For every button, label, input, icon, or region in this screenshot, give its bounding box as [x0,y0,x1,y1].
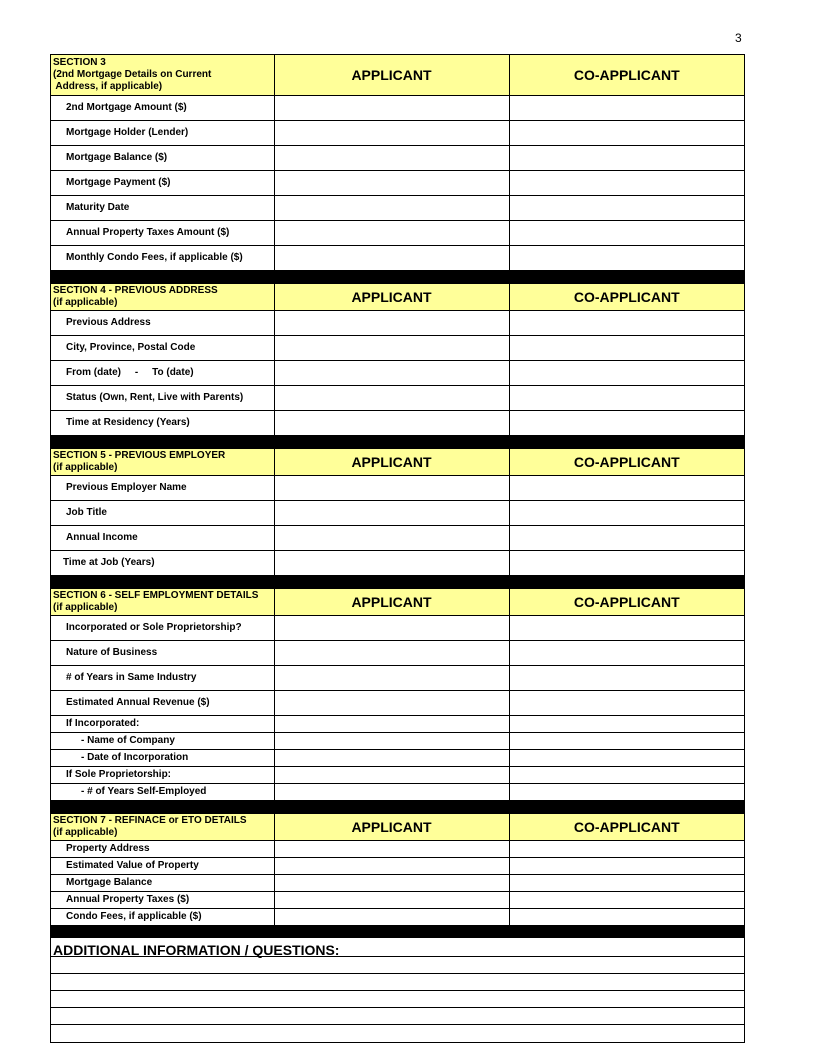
additional-information-section [51,938,744,1042]
co-applicant-column-header: CO-APPLICANT [509,55,744,95]
field-label: Estimated Annual Revenue ($) [51,690,274,715]
section-divider [51,435,744,448]
field-label: If Incorporated: [51,715,274,732]
applicant-field[interactable] [274,170,509,195]
field-label: Property Address [51,840,274,857]
co-applicant-field[interactable] [509,310,744,335]
co-applicant-field[interactable] [509,525,744,550]
section-7-title: SECTION 7 - REFINACE or ETO DETAILS (if applicable) [51,813,274,840]
applicant-field[interactable] [274,857,509,874]
form-table [51,55,744,938]
applicant-column-header: APPLICANT [274,283,509,310]
field-label: Previous Employer Name [51,475,274,500]
field-label: - Name of Company [51,732,274,749]
co-applicant-field[interactable] [509,891,744,908]
applicant-column-header: APPLICANT [274,588,509,615]
field-label: Annual Income [51,525,274,550]
additional-information-line[interactable] [51,1008,744,1025]
applicant-column-header: APPLICANT [274,55,509,95]
section-7-header [51,813,744,840]
applicant-field[interactable] [274,732,509,749]
form-row [51,783,744,800]
field-label: Maturity Date [51,195,274,220]
applicant-field[interactable] [274,195,509,220]
co-applicant-field[interactable] [509,335,744,360]
co-applicant-field[interactable] [509,385,744,410]
field-label: Job Title [51,500,274,525]
co-applicant-field[interactable] [509,475,744,500]
co-applicant-field[interactable] [509,732,744,749]
form-row [51,195,744,220]
form-row [51,410,744,435]
co-applicant-field[interactable] [509,665,744,690]
co-applicant-field[interactable] [509,410,744,435]
co-applicant-field[interactable] [509,690,744,715]
form-row [51,715,744,732]
applicant-field[interactable] [274,615,509,640]
applicant-field[interactable] [274,310,509,335]
form-row [51,690,744,715]
form-row [51,840,744,857]
co-applicant-field[interactable] [509,360,744,385]
field-label: Incorporated or Sole Proprietorship? [51,615,274,640]
applicant-field[interactable] [274,874,509,891]
field-label: Mortgage Holder (Lender) [51,120,274,145]
form-row [51,640,744,665]
field-label: Time at Job (Years) [51,550,274,575]
applicant-field[interactable] [274,525,509,550]
co-applicant-field[interactable] [509,908,744,925]
applicant-field[interactable] [274,665,509,690]
applicant-field[interactable] [274,245,509,270]
section-5-title: SECTION 5 - PREVIOUS EMPLOYER (if applicable) [51,448,274,475]
form-row [51,120,744,145]
additional-information-line[interactable] [51,957,744,974]
co-applicant-field[interactable] [509,874,744,891]
applicant-field[interactable] [274,410,509,435]
applicant-field[interactable] [274,360,509,385]
field-label: Annual Property Taxes ($) [51,891,274,908]
applicant-field[interactable] [274,220,509,245]
form-row [51,857,744,874]
field-label: 2nd Mortgage Amount ($) [51,95,274,120]
field-label: - Date of Incorporation [51,749,274,766]
co-applicant-field[interactable] [509,783,744,800]
co-applicant-field[interactable] [509,857,744,874]
applicant-field[interactable] [274,385,509,410]
field-label: Mortgage Balance [51,874,274,891]
additional-information-line[interactable] [51,974,744,991]
applicant-field[interactable] [274,840,509,857]
section-4-title: SECTION 4 - PREVIOUS ADDRESS (if applicable) [51,283,274,310]
co-applicant-field[interactable] [509,170,744,195]
page-number: 3 [735,31,742,45]
co-applicant-field[interactable] [509,195,744,220]
applicant-column-header: APPLICANT [274,448,509,475]
field-label: Mortgage Balance ($) [51,145,274,170]
applicant-field[interactable] [274,335,509,360]
co-applicant-field[interactable] [509,749,744,766]
applicant-field[interactable] [274,145,509,170]
field-label: # of Years in Same Industry [51,665,274,690]
co-applicant-column-header: CO-APPLICANT [509,588,744,615]
form-row [51,220,744,245]
form-row [51,874,744,891]
co-applicant-field[interactable] [509,766,744,783]
field-label: - # of Years Self-Employed [51,783,274,800]
mortgage-application-form [50,54,745,1043]
field-label: Mortgage Payment ($) [51,170,274,195]
applicant-field[interactable] [274,120,509,145]
form-row [51,665,744,690]
applicant-column-header: APPLICANT [274,813,509,840]
section-4-header [51,283,744,310]
co-applicant-column-header: CO-APPLICANT [509,813,744,840]
applicant-field[interactable] [274,783,509,800]
form-row [51,245,744,270]
applicant-field[interactable] [274,891,509,908]
field-label: From (date) - To (date) [51,360,274,385]
section-6-title: SECTION 6 - SELF EMPLOYMENT DETAILS (if applicable) [51,588,274,615]
additional-information-title: ADDITIONAL INFORMATION / QUESTIONS: [51,938,744,957]
form-row [51,500,744,525]
additional-information-line[interactable] [51,1025,744,1042]
applicant-field[interactable] [274,908,509,925]
section-6-header [51,588,744,615]
co-applicant-column-header: CO-APPLICANT [509,448,744,475]
applicant-field[interactable] [274,749,509,766]
co-applicant-field[interactable] [509,500,744,525]
co-applicant-field[interactable] [509,245,744,270]
co-applicant-field[interactable] [509,550,744,575]
section-3-header [51,55,744,95]
co-applicant-field[interactable] [509,95,744,120]
form-row [51,732,744,749]
field-label: Annual Property Taxes Amount ($) [51,220,274,245]
co-applicant-field[interactable] [509,120,744,145]
applicant-field[interactable] [274,475,509,500]
section-5-header [51,448,744,475]
additional-information-line[interactable] [51,991,744,1008]
field-label: City, Province, Postal Code [51,335,274,360]
form-row [51,615,744,640]
co-applicant-field[interactable] [509,715,744,732]
section-divider [51,800,744,813]
field-label: Condo Fees, if applicable ($) [51,908,274,925]
applicant-field[interactable] [274,715,509,732]
co-applicant-field[interactable] [509,840,744,857]
applicant-field[interactable] [274,766,509,783]
applicant-field[interactable] [274,640,509,665]
section-3-title: SECTION 3 (2nd Mortgage Details on Current Address, if applicable) [51,55,274,95]
field-label: If Sole Proprietorship: [51,766,274,783]
form-row [51,908,744,925]
section-divider [51,270,744,283]
form-row [51,749,744,766]
form-row [51,335,744,360]
form-row [51,766,744,783]
applicant-field[interactable] [274,690,509,715]
form-row [51,170,744,195]
form-row [51,310,744,335]
form-row [51,891,744,908]
field-label: Monthly Condo Fees, if applicable ($) [51,245,274,270]
co-applicant-field[interactable] [509,615,744,640]
form-row [51,475,744,500]
co-applicant-column-header: CO-APPLICANT [509,283,744,310]
field-label: Status (Own, Rent, Live with Parents) [51,385,274,410]
section-divider [51,575,744,588]
form-row [51,145,744,170]
form-row [51,525,744,550]
field-label: Nature of Business [51,640,274,665]
co-applicant-field[interactable] [509,145,744,170]
co-applicant-field[interactable] [509,640,744,665]
form-row [51,95,744,120]
field-label: Estimated Value of Property [51,857,274,874]
applicant-field[interactable] [274,500,509,525]
field-label: Previous Address [51,310,274,335]
form-row [51,360,744,385]
co-applicant-field[interactable] [509,220,744,245]
applicant-field[interactable] [274,550,509,575]
form-row [51,550,744,575]
section-divider [51,925,744,938]
form-row [51,385,744,410]
field-label: Time at Residency (Years) [51,410,274,435]
applicant-field[interactable] [274,95,509,120]
